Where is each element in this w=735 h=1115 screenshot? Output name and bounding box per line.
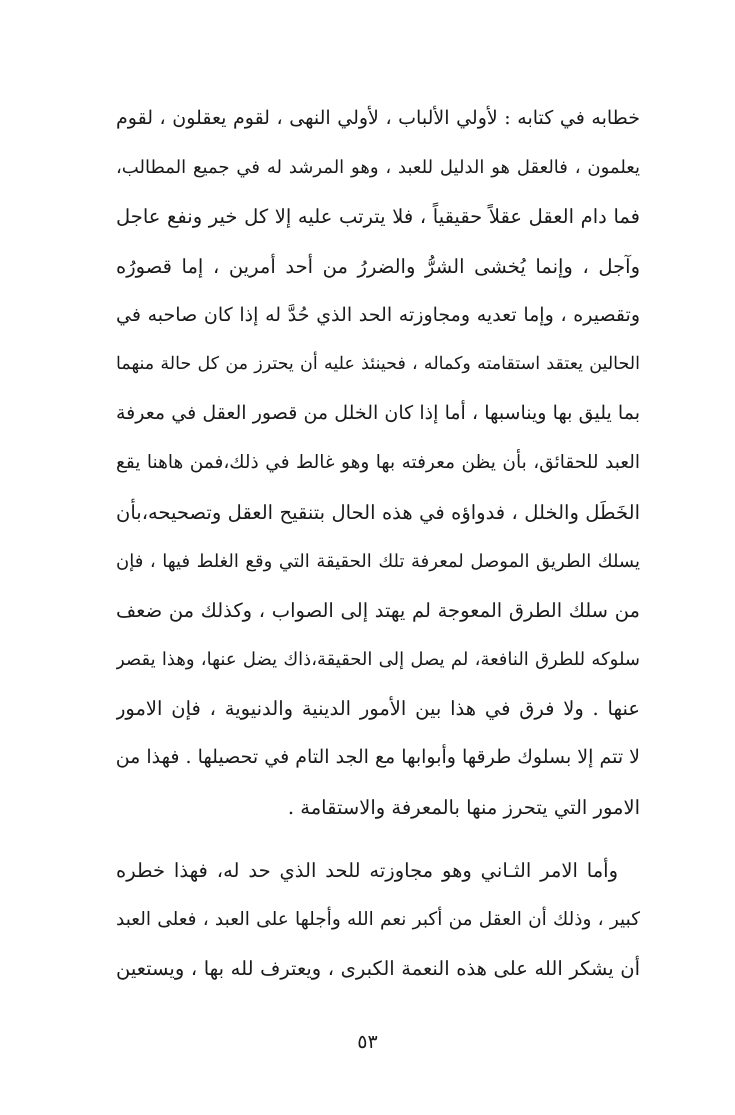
text-line: وأما الامر الثـاني وهو مجاوزته للحد الذي حد له، فهذا خطره [116,858,618,882]
text-line: كبير ، وذلك أن العقل من أكبر نعم الله وأجلها على العبد ، فعلى العبد [116,909,640,930]
text-line: أن يشكر الله على هذه النعمة الكبرى ، ويعترف لله بها ، ويستعين [116,957,640,981]
text-line: وتقصيره ، وإما تعديه ومجاوزته الحد الذي حُدَّ له إذا كان صاحبه في [116,303,640,326]
text-line: من سلك الطرق المعوجة لم يهتد إلى الصواب ، وكذلك من ضعف [116,598,640,622]
text-line: يعلمون ، فالعقل هو الدليل للعبد ، وهو المرشد له في جميع المطالب، [116,157,640,179]
page-body-text [116,94,640,993]
text-line: العبد للحقائق، بأن يظن معرفته بها وهو غالط في ذلك،فمن هاهنا يقع [116,452,640,474]
paragraph-2 [116,846,640,994]
text-line: يسلك الطريق الموصل لمعرفة تلك الحقيقة التي وقع الغلط فيها ، فإن [116,550,640,572]
text-line: الامور التي يتحرز منها بالمعرفة والاستقامة . [287,795,640,819]
text-line: لا تتم إلا بسلوك طرقها وأبوابها مع الجد التام في تحصيلها . فهذا من [116,746,640,769]
text-line: الخَطَل والخلل ، فدواؤه في هذه الحال بتنقيح العقل وتصحيحه،بأن [116,500,640,524]
text-line: فما دام العقل عقلاً حقيقياً ، فلا يترتب عليه إلا كل خير ونفع عاجل [116,205,640,229]
paragraph-1 [116,94,640,832]
paragraph-spacer [116,832,640,846]
text-line: الحالين يعتقد استقامته وكماله ، فحينئذ عليه أن يحترز من كل حالة منهما [116,353,640,374]
text-line: خطابه في كتابه : لأولي الألباب ، لأولي النهى ، لقوم يعقلون ، لقوم [116,107,640,129]
text-line: وآجل ، وإنما يُخشى الشرُّ والضررُ من أحد أمرين ، إما قصورُه [116,254,640,278]
text-line: عنها . ولا فرق في هذا بين الأمور الدينية والدنيوية ، فإن الامور [116,697,640,721]
page-number: ٥٣ [357,1031,378,1053]
text-line: سلوكه للطرق النافعة، لم يصل إلى الحقيقة،ذاك يضل عنها، وهذا يقصر [116,649,640,671]
text-line: بما يليق بها ويناسبها ، أما إذا كان الخلل من قصور العقل في معرفة [116,402,640,425]
